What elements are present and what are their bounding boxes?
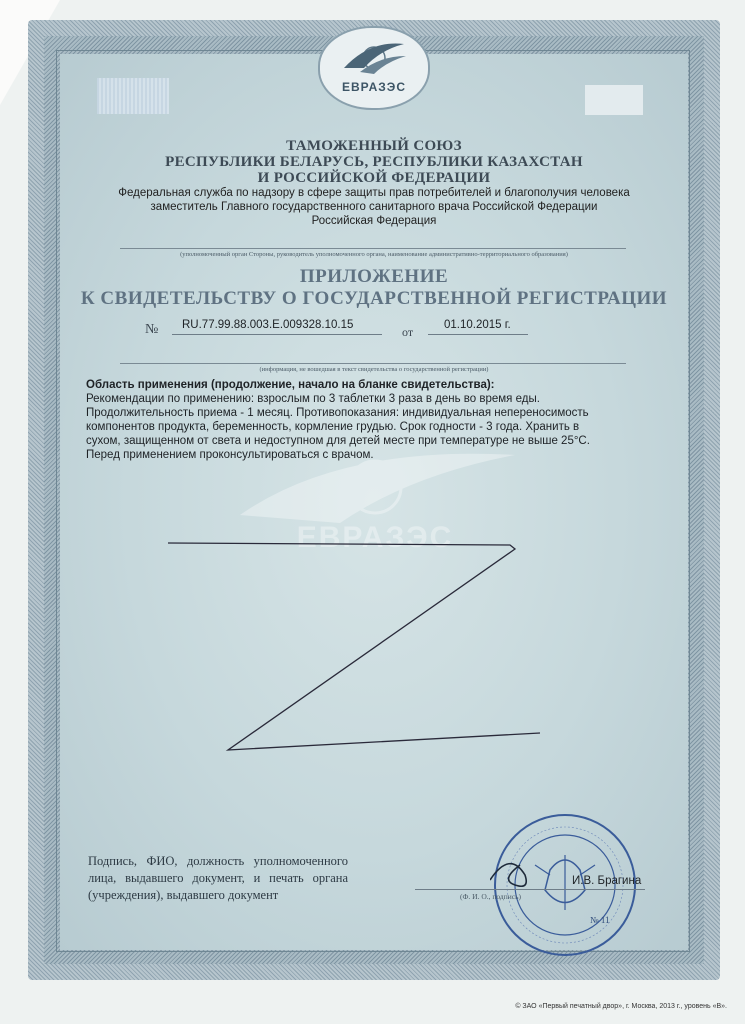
- scope-line-5: Перед применением проконсультироваться с врачом.: [86, 449, 374, 461]
- scope-text: [86, 378, 646, 462]
- number-label: №: [145, 322, 159, 337]
- number-rule: [172, 334, 382, 335]
- info-caption: (информация, не вошедшая в текст свидетельства о государственной регистрации): [259, 366, 489, 373]
- signature-rule: [415, 889, 645, 890]
- signatory-name: И.В. Брагина: [572, 875, 642, 887]
- hologram-strip: [97, 78, 169, 114]
- authority-line-2: заместитель Главного государственного санитарного врача Российской Федерации: [150, 201, 598, 213]
- scope-line-2: Продолжительность приема - 1 месяц. Противопоказания: индивидуальная непереносимость: [86, 407, 589, 419]
- printer-footer: © ЗАО «Первый печатный двор», г. Москва, 2013 г., уровень «В».: [515, 1003, 727, 1010]
- authority-line-3: Российская Федерация: [311, 215, 437, 227]
- z-strike-mark: [160, 525, 560, 760]
- eurasec-emblem: [318, 26, 430, 110]
- scope-line-1: Рекомендации по применению: взрослым по 3 таблетки 3 раза в день во время еды.: [86, 393, 540, 405]
- corner-blank-box: [585, 85, 643, 115]
- authority-line-1: Федеральная служба по надзору в сфере защиты прав потребителей и благополучия человека: [118, 187, 630, 199]
- eurasec-emblem-icon: [340, 38, 408, 78]
- scope-line-4: сухом, защищенном от света и недоступном для детей месте при температуре не выше 25°С.: [86, 435, 590, 447]
- union-line-1: ТАМОЖЕННЫЙ СОЮЗ: [286, 138, 462, 154]
- seal-number: № 11: [590, 915, 610, 925]
- fio-caption: (Ф. И. О., подпись): [460, 892, 522, 901]
- emblem-text: ЕВРАЗЭС: [341, 80, 406, 94]
- scope-heading: Область применения (продолжение, начало на бланке свидетельства):: [86, 379, 495, 391]
- scope-line-3: компонентов продукта, беременность, кормление грудью. Срок годности - 3 года. Хранить в: [86, 421, 580, 433]
- document-subtitle: К СВИДЕТЕЛЬСТВУ О ГОСУДАРСТВЕННОЙ РЕГИСТРАЦИИ: [80, 288, 668, 309]
- watermark-text: ЕВРАЗЭС: [296, 521, 454, 554]
- info-rule: [120, 363, 626, 364]
- authority-block: [60, 186, 688, 228]
- date-label: от: [402, 325, 414, 339]
- signature-label: Подпись, ФИО, должность уполномоченного лица, выдавшего документ, и печать органа (учреждения), выдавшего документ: [88, 854, 348, 902]
- union-line-2: РЕСПУБЛИКИ БЕЛАРУСЬ, РЕСПУБЛИКИ КАЗАХСТАН: [165, 154, 583, 170]
- document-title: ПРИЛОЖЕНИЕ: [299, 266, 449, 287]
- union-line-3: И РОССИЙСКОЙ ФЕДЕРАЦИИ: [257, 170, 491, 186]
- registration-date: 01.10.2015 г.: [444, 319, 511, 331]
- union-title: [60, 138, 688, 186]
- authority-caption: (уполномоченный орган Стороны, руководитель уполномоченного органа, наименование административно-территориального образования): [180, 251, 568, 258]
- registration-number: RU.77.99.88.003.E.009328.10.15: [182, 319, 354, 331]
- date-rule: [428, 334, 528, 335]
- authority-rule: [120, 248, 626, 249]
